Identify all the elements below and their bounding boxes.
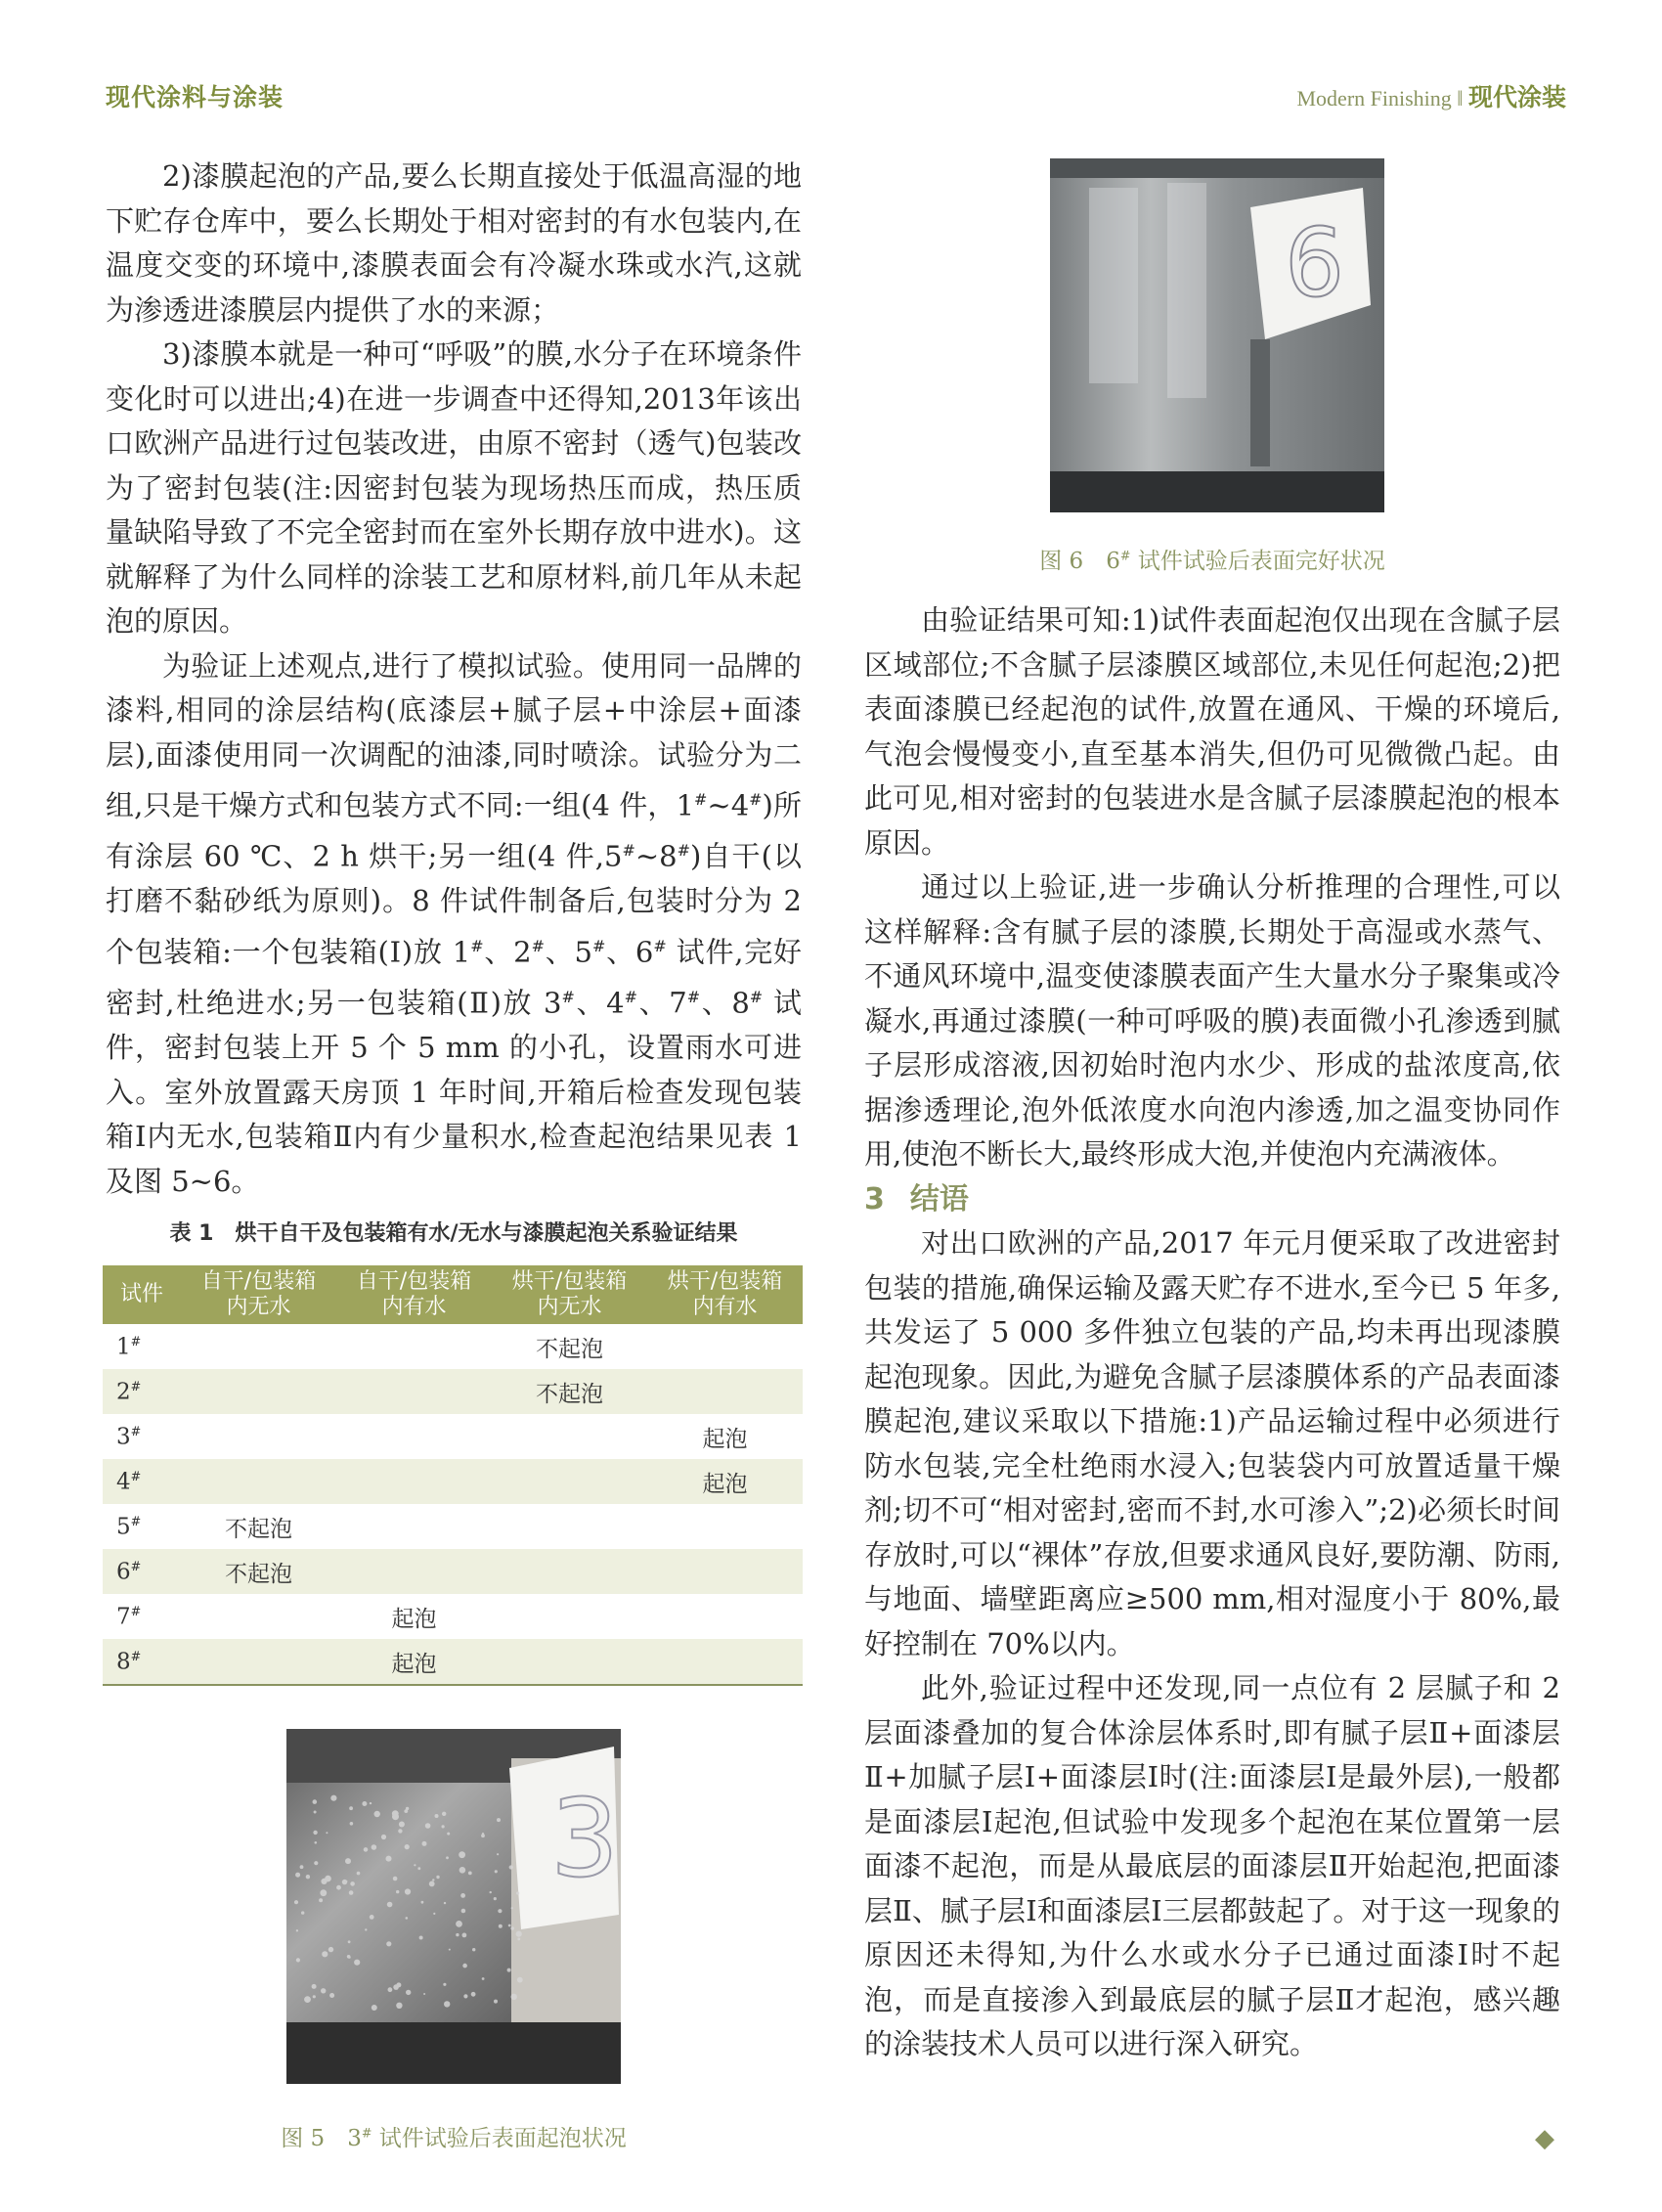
result-cell	[336, 1459, 492, 1504]
journal-name-cn: 现代涂装	[1467, 83, 1566, 111]
result-cell	[336, 1504, 492, 1549]
paragraph: 通过以上验证,进一步确认分析推理的合理性,可以这样解释:含有腻子层的漆膜,长期处于高湿或水蒸气、不通风环境中,温变使漆膜表面产生大量水分子聚集或冷凝水,再通过漆膜(一种可呼吸的膜)表面微小孔渗透到腻子层形成溶液,因初始时泡内水少、形成的盐浓度高,依据渗透理论,泡外低浓度水向泡内渗透,加之温变协同作用,使泡不断长大,最终形成大泡,并使泡内充满液体。	[864, 870, 1560, 1171]
right-column	[864, 598, 1560, 2067]
table-row	[103, 1594, 803, 1639]
result-cell	[336, 1324, 492, 1369]
figure-6-caption: 图 6 6# 试件试验后表面完好状况	[1039, 548, 1385, 574]
table-header-cell: 试件	[103, 1265, 181, 1324]
figure-6-photo	[1050, 158, 1384, 512]
figure-5-caption: 图 5 3# 试件试验后表面起泡状况	[281, 2125, 627, 2151]
result-cell: 起泡	[391, 1606, 437, 1632]
result-cell	[181, 1324, 336, 1369]
table-header-cell: 自干/包装箱 内有水	[336, 1265, 492, 1324]
result-cell	[336, 1549, 492, 1594]
sample-id-cell: 3#	[116, 1423, 142, 1450]
result-cell	[647, 1369, 803, 1414]
result-cell	[647, 1324, 803, 1369]
section-heading	[864, 1177, 1560, 1222]
result-cell	[181, 1369, 336, 1414]
sample-id-cell: 2#	[103, 1369, 181, 1414]
paragraph: 对出口欧洲的产品,2017 年元月便采取了改进密封包装的措施,确保运输及露天贮存不进水,至今已 5 年多,共发运了 5 000 多件独立包装的产品,均未再出现漆膜起泡现象。因此,为避免含腻子层漆膜体系的产品表面漆膜起泡,建议采取以下措施:1)产品运输过程中必须进行防水包装,完全杜绝雨水浸入;包装袋内可放置适量干燥剂;切不可“相对密封,密而不封,水可渗入”;2)必须长时间存放时,可以“裸体”存放,但要求通风良好,要防潮、防雨,与地面、墙壁距离应≥500 mm,相对湿度小于 80%,最好控制在 70%以内。	[864, 1226, 1560, 1660]
result-cell	[181, 1414, 336, 1459]
result-cell	[181, 1594, 336, 1639]
result-cell	[492, 1414, 647, 1459]
result-cell	[181, 1639, 336, 1685]
table-title: 表 1 烘干自干及包装箱有水/无水与漆膜起泡关系验证结果	[169, 1221, 738, 1246]
paragraph: 3)漆膜本就是一种可“呼吸”的膜,水分子在环境条件变化时可以进出;4)在进一步调查中还得知,2013年该出口欧洲产品进行过包装改进，由原不密封（透气)包装改为了密封包装(注:因密封包装为现场热压而成，热压质量缺陷导致了不完全密封而在室外长期存放中进水)。这就解释了为什么同样的涂装工艺和原材料,前几年从未起泡的原因。	[106, 337, 802, 638]
result-cell	[647, 1549, 803, 1594]
paragraph: 为验证上述观点,进行了模拟试验。使用同一品牌的漆料,相同的涂层结构(底漆层+腻子层+中涂层+面漆层),面漆使用同一次调配的油漆,同时喷涂。试验分为二组,只是干燥方式和包装方式不同:一组(4 件，1#~4#)所有涂层 60 ℃、2 h 烘干;另一组(4 件,5#~8#)自干(以打磨不黏砂纸为原则)。8 件试件制备后,包装时分为 2 个包装箱:一个包装箱(Ⅰ)放 1#、2#、5#、6# 试件,完好密封,杜绝进水;另一包装箱(Ⅱ)放 3#、4#、7#、8# 试件，密封包装上开 5 个 5 mm 的小孔，设置雨水可进入。室外放置露天房顶 1 年时间,开箱后检查发现包装箱Ⅰ内无水,包装箱Ⅱ内有少量积水,检查起泡结果见表 1 及图 5~6。	[106, 648, 803, 1198]
figure-5-photo	[286, 1729, 621, 2084]
result-cell	[492, 1504, 647, 1549]
result-cell	[492, 1594, 647, 1639]
table-row	[103, 1639, 803, 1685]
header-separator: ‖	[1457, 86, 1464, 111]
result-cell	[492, 1639, 647, 1685]
result-cell: 起泡	[702, 1426, 748, 1452]
result-cell: 起泡	[647, 1459, 803, 1504]
journal-title: 现代涂料与涂装	[106, 83, 284, 111]
sample-label: 6	[1285, 208, 1345, 318]
table-header-row	[103, 1265, 803, 1324]
results-table	[103, 1265, 803, 1686]
section-number: 3	[864, 1181, 885, 1217]
result-cell	[647, 1639, 803, 1685]
result-cell	[492, 1549, 647, 1594]
table-row	[103, 1369, 803, 1414]
result-cell	[181, 1459, 336, 1504]
result-cell: 不起泡	[536, 1336, 603, 1362]
sample-id-cell: 8#	[103, 1639, 181, 1685]
paragraph: 2)漆膜起泡的产品,要么长期直接处于低温高湿的地下贮存仓库中，要么长期处于相对密封的有水包装内,在温度交变的环境中,漆膜表面会有冷凝水珠或水汽,这就为渗透进漆膜层内提供了水的来源；	[106, 159, 802, 327]
result-cell	[647, 1504, 803, 1549]
sample-id-cell: 5#	[116, 1513, 142, 1540]
table-header-cell: 烘干/包装箱 内无水	[492, 1265, 647, 1324]
result-cell	[647, 1594, 803, 1639]
result-cell: 不起泡	[225, 1516, 292, 1542]
table-row	[103, 1549, 803, 1594]
result-cell: 不起泡	[492, 1369, 647, 1414]
table-row	[103, 1504, 803, 1549]
result-cell: 不起泡	[181, 1549, 336, 1594]
sample-id-cell: 7#	[116, 1603, 142, 1630]
section-title: 结语	[909, 1181, 969, 1217]
end-of-article-mark: ◆	[1535, 2124, 1554, 2153]
journal-name-en: Modern Finishing	[1296, 86, 1452, 111]
sample-id-cell: 4#	[103, 1459, 181, 1504]
table-row	[103, 1324, 803, 1369]
table-row	[103, 1414, 803, 1459]
sample-label: 3	[550, 1776, 619, 1901]
table-row	[103, 1459, 803, 1504]
sample-id-cell: 1#	[116, 1333, 142, 1360]
result-cell	[492, 1459, 647, 1504]
paragraph: 由验证结果可知:1)试件表面起泡仅出现在含腻子层区域部位;不含腻子层漆膜区域部位,未见任何起泡;2)把表面漆膜已经起泡的试件,放置在通风、干燥的环境后,气泡会慢慢变小,直至基本消失,但仍可见微微凸起。由此可见,相对密封的包装进水是含腻子层漆膜起泡的根本原因。	[864, 603, 1560, 860]
running-header	[1297, 78, 1567, 113]
paragraph: 此外,验证过程中还发现,同一点位有 2 层腻子和 2 层面漆叠加的复合体涂层体系时,即有腻子层Ⅱ+面漆层Ⅱ+加腻子层Ⅰ+面漆层Ⅰ时(注:面漆层Ⅰ是最外层),一般都是面漆层Ⅰ起泡,但试验中发现多个起泡在某位置第一层面漆不起泡，而是从最底层的面漆层Ⅱ开始起泡,把面漆层Ⅱ、腻子层Ⅰ和面漆层Ⅰ三层都鼓起了。对于这一现象的原因还未得知,为什么水或水分子已通过面漆Ⅰ时不起泡，而是直接渗入到最底层的腻子层Ⅱ才起泡，感兴趣的涂装技术人员可以进行深入研究。	[864, 1671, 1560, 2060]
sample-id-cell: 6#	[103, 1549, 181, 1594]
left-column	[106, 155, 802, 1204]
result-cell	[336, 1369, 492, 1414]
table-header-cell: 自干/包装箱 内无水	[181, 1265, 336, 1324]
result-cell: 起泡	[336, 1639, 492, 1685]
result-cell	[336, 1414, 492, 1459]
table-header-cell: 烘干/包装箱 内有水	[647, 1265, 803, 1324]
